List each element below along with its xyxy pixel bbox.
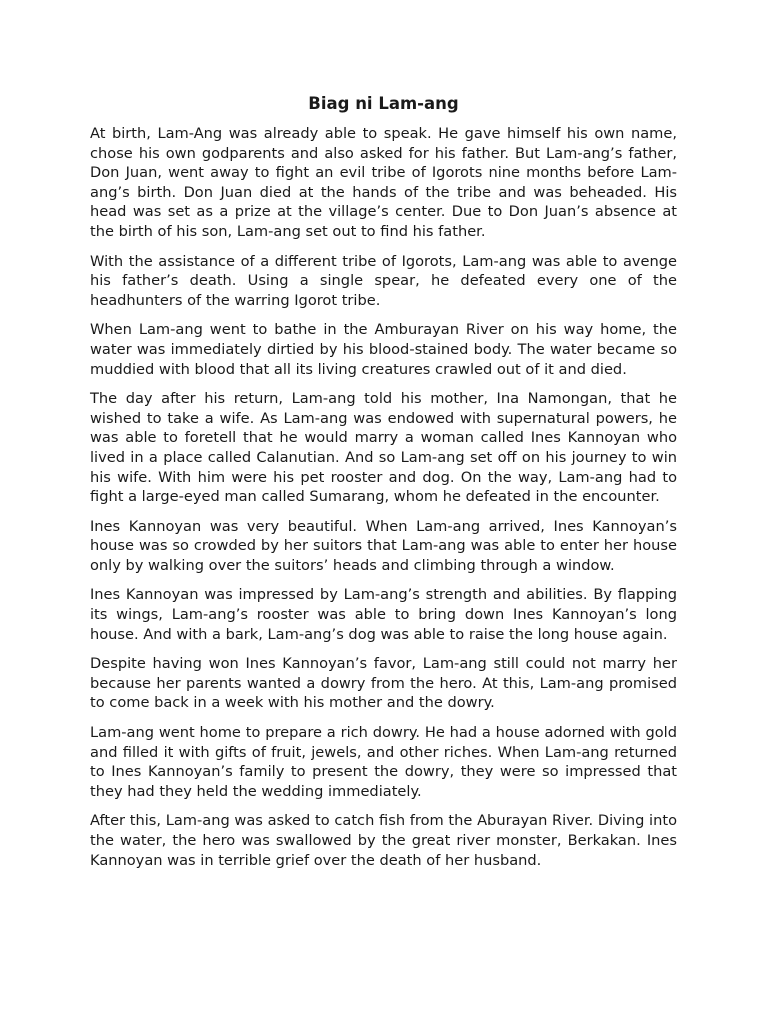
paragraph-4: The day after his return, Lam-ang told his mother, Ina Namongan, that he wished to take a wife. As Lam-ang was endowed with supernatural powers, he was able to foretell that he would marry a woman called Ines Kannoyan who lived in a place called Calanutian. And so Lam-ang set off on his journey to win his wife. With him were his pet rooster and dog. On the way, Lam-ang had to fight a large-eyed man called Sumarang, whom he defeated in the encounter. — [90, 390, 677, 506]
paragraph-8: Lam-ang went home to prepare a rich dowry. He had a house adorned with gold and filled it with gifts of fruit, jewels, and other riches. When Lam-ang returned to Ines Kannoyan’s family to present the dowry, they were so impressed that they had they held the wedding immediately. — [90, 724, 677, 800]
paragraph-9: After this, Lam-ang was asked to catch fish from the Aburayan River. Diving into the water, the hero was swallowed by the great river monster, Berkakan. Ines Kannoyan was in terrible grief over the death of her husband. — [90, 812, 677, 869]
paragraph-3: When Lam-ang went to bathe in the Amburayan River on his way home, the water was immediately dirtied by his blood-stained body. The water became so muddied with blood that all its living creatures crawled out of it and died. — [90, 321, 677, 378]
paragraph-1: At birth, Lam-Ang was already able to speak. He gave himself his own name, chose his own godparents and also asked for his father. But Lam-ang’s father, Don Juan, went away to fight an evil tribe of Igorots nine months before Lam-ang’s birth. Don Juan died at the hands of the tribe and was beheaded. His head was set as a prize at the village’s center. Due to Don Juan’s absence at the birth of his son, Lam-ang set out to find his father. — [90, 125, 677, 240]
paragraph-6: Ines Kannoyan was impressed by Lam-ang’s strength and abilities. By flapping its wings, Lam-ang’s rooster was able to bring down Ines Kannoyan’s long house. And with a bark, Lam-ang’s dog was able to raise the long house again. — [90, 586, 677, 643]
document-title: Biag ni Lam-ang — [308, 94, 459, 113]
paragraph-5: Ines Kannoyan was very beautiful. When Lam-ang arrived, Ines Kannoyan’s house was so crowded by her suitors that Lam-ang was able to enter her house only by walking over the suitors’ heads and climbing through a window. — [90, 517, 677, 574]
paragraph-7: Despite having won Ines Kannoyan’s favor, Lam-ang still could not marry her because her parents wanted a dowry from the hero. At this, Lam-ang promised to come back in a week with his mother and the dowry. — [90, 655, 677, 712]
document-page — [90, 93, 677, 880]
paragraph-2: With the assistance of a different tribe of Igorots, Lam-ang was able to avenge his father’s death. Using a single spear, he defeated every one of the headhunters of the warring Igorot tribe. — [90, 252, 677, 309]
